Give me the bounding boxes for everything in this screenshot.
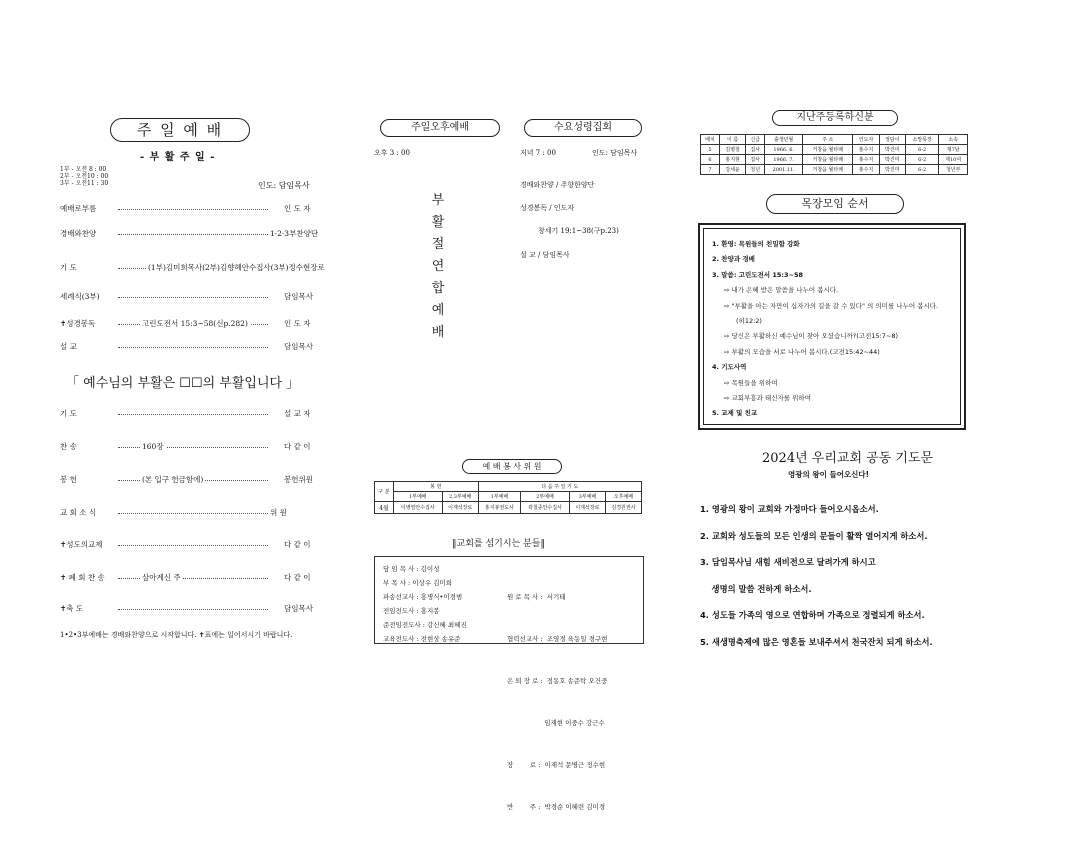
order-item: 찬 송: [60, 442, 77, 451]
meeting-box: [698, 223, 966, 430]
news-cell: 6-2: [905, 165, 938, 175]
th-sub: 2,3부예배: [442, 492, 478, 502]
wed-time: 저녁 7 : 00: [520, 149, 556, 157]
wed-item: 창세기 19:1~38(구p.23): [538, 227, 619, 235]
meeting-item: ⇨ 당신은 부활하신 예수님이 찾아 오셨습니까?(고전15:7~8): [724, 332, 899, 341]
order-item: 교 회 소 식: [60, 508, 97, 517]
service-times: [60, 166, 108, 187]
meeting-item: (히12:2): [736, 317, 762, 326]
news-cell: 7: [701, 165, 720, 175]
news-header: 배치: [701, 135, 720, 145]
vchar: 부: [431, 193, 445, 208]
staff-left: 부 목 사 : 이상우 김미희: [383, 579, 453, 587]
news-cell: 홍수지: [853, 155, 879, 165]
news-header: 이 름: [720, 135, 746, 145]
vchar: 배: [431, 325, 445, 340]
dot-leader: [118, 414, 268, 415]
dot-leader: [118, 297, 268, 298]
service-committee-table: [374, 481, 642, 514]
staff-left: 파송선교사 : 홍병식•이경범: [383, 593, 463, 601]
staff-right: 장 로 : 이재석 문병근 정수현: [507, 761, 606, 769]
afternoon-time: 오후 3 : 00: [374, 149, 410, 157]
prayer-item: 5. 새생명축제에 많은 영혼들 보내주셔서 천국잔치 되게 하소서.: [700, 636, 933, 647]
news-cell: 거창읍 월타례: [803, 145, 853, 155]
staff-title: ‖교회를 섬기시는 분들‖: [452, 539, 545, 549]
dot-leader: [118, 545, 268, 546]
news-cell: 청년부: [939, 165, 968, 175]
cell: 이병열안수집사: [393, 502, 442, 514]
staff-left: 교육전도사 : 전현상 송유준: [383, 635, 461, 643]
order-item: ✝성도의교제: [60, 540, 103, 549]
order-item: 설 교: [60, 342, 77, 351]
dot-leader: [118, 609, 268, 610]
staff-right: 반 주 : 박경순 이혜련 김미경: [507, 803, 606, 811]
news-cell: 홍수지: [853, 145, 879, 155]
news-cell: 제7남: [939, 145, 968, 155]
news-cell: 홍수지: [853, 165, 879, 175]
news-cell: 집사: [746, 155, 765, 165]
order-item: 세례식(3부): [60, 292, 100, 301]
staff-box: [374, 556, 644, 811]
prayer-subtitle: 영광의 왕이 들어오신다!: [788, 470, 870, 479]
cell: 이재석장로: [569, 502, 605, 514]
meeting-item: ⇨ "부활을 아는 자만이 십자가의 길을 갈 수 있다" 의 의미를 나누어 봅시다.: [724, 301, 939, 310]
th-sub: 오후예배: [605, 492, 641, 502]
time-1: 1부 - 오전 8 : 00: [60, 166, 107, 173]
news-cell: 6: [701, 155, 720, 165]
news-cell: 5: [701, 145, 720, 155]
th-sub: 2부예배: [521, 492, 570, 502]
order-detail: (1부)김미희목사(2부)김향혜안수집사(3부)정수현장로: [148, 263, 325, 272]
meeting-item: ⇨ 내가 은혜 받은 말씀을 나누어 봅시다.: [724, 286, 839, 295]
th-next-prayer: 다 음 주 일 기 도: [478, 482, 641, 492]
cell: 홍지봉권도사: [478, 502, 520, 514]
order-detail: (본 입구 헌금함에): [142, 475, 204, 484]
news-cell: 집사: [746, 145, 765, 155]
prayer-item: 2. 교회와 성도들의 모든 인생의 문들이 활짝 열어지게 하소서.: [700, 530, 928, 541]
vchar: 연: [431, 259, 445, 274]
staff-left: 전임전도사 : 홍지봉: [383, 607, 440, 615]
order-item: 기 도: [60, 409, 77, 418]
staff-left: 담 임 목 사 : 김이성: [383, 565, 440, 573]
prayer-item: 생명의 말씀 전하게 하소서.: [700, 583, 812, 594]
wed-item: 성경봉독 / 인도자: [520, 204, 575, 212]
meeting-item: ⇨ 목원들을 위하여: [724, 378, 778, 387]
news-header: 소망목장: [905, 135, 938, 145]
order-leader: 담임목사: [284, 604, 313, 613]
news-header: 주 소: [803, 135, 853, 145]
meeting-item: 4. 기도사역: [712, 363, 747, 372]
prayer-list: [700, 496, 933, 655]
news-cell: 거창읍 월타례: [803, 155, 853, 165]
vchar: 활: [431, 215, 445, 230]
new-members-table: [700, 134, 968, 175]
news-cell: 김병철: [720, 145, 746, 155]
news-cell: 강세윤: [720, 165, 746, 175]
th-sub: 1부예배: [478, 492, 520, 502]
dot-leader: [118, 234, 268, 235]
vchar: 절: [431, 237, 445, 252]
order-leader: 다 같 이: [284, 540, 311, 549]
wed-item: 설 교 / 담임목사: [520, 251, 570, 259]
order-detail: 고린도전서 15:3~58(신p.282): [142, 319, 248, 328]
staff-left: 준전임전도사 : 강신혜 최혜진: [383, 621, 467, 629]
month-cell: 4월: [375, 502, 394, 514]
meeting-item: ⇨ 부활의 모습을 서로 나누어 봅시다.(고전15:42~44): [724, 347, 880, 356]
news-header: 소속: [939, 135, 968, 145]
prayer-title: 2024년 우리교회 공동 기도문: [762, 451, 934, 466]
vertical-title: [430, 190, 446, 344]
news-cell: 박진미: [879, 165, 905, 175]
order-leader: 다 같 이: [284, 573, 311, 582]
news-cell: 제10여: [939, 155, 968, 165]
th-division: 구 분: [375, 482, 394, 502]
meeting-item: 3. 말씀: 고린도전서 15:3~58: [712, 270, 803, 279]
time-3: 3부 - 오전11 : 30: [60, 180, 109, 187]
news-cell: 2001.11.: [765, 165, 803, 175]
vchar: 합: [431, 281, 445, 296]
order-detail: 160장: [142, 442, 164, 451]
cell: 김경원권사: [605, 502, 641, 514]
news-header: 출생년월: [765, 135, 803, 145]
main-service-title: 주 일 예 배: [110, 118, 250, 142]
order-leader: 위 원: [270, 508, 287, 517]
wednesday-service-title: 수요성령집회: [524, 119, 642, 137]
new-members-title: 지난주등록하신분: [772, 110, 898, 126]
staff-right: 협력선교사 : 조영경 육동일 경구현: [507, 635, 608, 643]
news-cell: 박진미: [879, 145, 905, 155]
meeting-item: ⇨ 교회부흥과 태신자를 위하여: [724, 394, 811, 403]
order-leader: 봉헌위원: [284, 475, 313, 484]
meeting-item: 5. 교제 및 친교: [712, 409, 758, 418]
news-header: 신급: [746, 135, 765, 145]
order-item: 경배와찬양: [60, 229, 97, 238]
prayer-item: 1. 영광의 왕이 교회와 가정마다 들어오시옵소서.: [700, 504, 879, 514]
prayer-item: 4. 성도들 가족의 영으로 연합하며 가족으로 정렬되게 하소서.: [700, 610, 925, 620]
staff-right: 원 로 목 사 : 서기태: [507, 593, 566, 601]
prayer-item: 3. 담임목사님 새힘 새비전으로 달려가게 하시고: [700, 557, 876, 567]
sermon-title: 「 예수님의 부활은 ☐☐의 부활입니다 」: [66, 376, 300, 391]
order-leader: 인 도 자: [284, 319, 311, 328]
wed-leader: 인도: 담임목사: [592, 149, 638, 157]
order-item: 예배로부름: [60, 204, 97, 213]
news-cell: 거창읍 월타례: [803, 165, 853, 175]
news-cell: 청년: [746, 165, 765, 175]
order-leader: 담임목사: [284, 292, 313, 301]
order-leader: 인 도 자: [284, 204, 311, 213]
order-detail: 살아계신 주: [142, 573, 181, 582]
news-cell: 박진미: [879, 155, 905, 165]
vchar: 예: [431, 303, 445, 318]
time-2: 2부 - 오전10 : 00: [60, 173, 109, 180]
dot-leader: [118, 513, 268, 514]
order-leader: 다 같 이: [284, 442, 311, 451]
news-cell: 1966. 6.: [765, 145, 803, 155]
staff-right: 은 퇴 장 로 : 정동호 송준탁 오건중: [507, 677, 608, 685]
news-cell: 홍지현: [720, 155, 746, 165]
order-item: ✝축 도: [60, 604, 84, 613]
order-leader: 담임목사: [284, 342, 313, 351]
leader-label: 인도: 담임목사: [258, 181, 310, 190]
staff-right: 임재현 이중수 강근수: [507, 719, 605, 727]
th-sub: 1부예배: [393, 492, 442, 502]
cell: 곽철종안수집사: [521, 502, 570, 514]
afternoon-service-title: 주일오후예배: [380, 119, 500, 137]
news-cell: 1966. 7.: [765, 155, 803, 165]
dot-leader: [118, 347, 268, 348]
order-item: 봉 헌: [60, 475, 77, 484]
order-leader: 1·2·3부찬양단: [270, 229, 319, 238]
meeting-title: 목장모임 순서: [766, 194, 904, 214]
footnote: 1•2•3부예배는 경배와찬양으로 시작합니다. ✝표에는 일어서시기 바랍니다.: [60, 631, 293, 639]
news-header: 정담이: [879, 135, 905, 145]
news-header: 인도자: [853, 135, 879, 145]
th-sub: 3부예배: [569, 492, 605, 502]
th-offering: 봉 헌: [393, 482, 478, 492]
news-cell: 6-2: [905, 145, 938, 155]
service-committee-title: 예 배 봉 사 위 원: [462, 459, 562, 474]
news-cell: 6-2: [905, 155, 938, 165]
order-leader: 설 교 자: [284, 409, 311, 418]
service-subtitle: - 부 활 주 일 -: [140, 152, 216, 163]
wed-item: 경배와찬양 / 주향한양단: [520, 181, 595, 189]
dot-leader: [118, 209, 268, 210]
meeting-item: 1. 환영: 목원들의 친밀함 강화: [712, 240, 800, 248]
order-item: ✝ 폐 회 찬 송: [60, 573, 105, 582]
cell: 이재석장로: [442, 502, 478, 514]
order-item: ✝성경봉독: [60, 319, 96, 328]
meeting-item: 2. 찬양과 경배: [712, 255, 755, 264]
order-item: 기 도: [60, 263, 77, 272]
